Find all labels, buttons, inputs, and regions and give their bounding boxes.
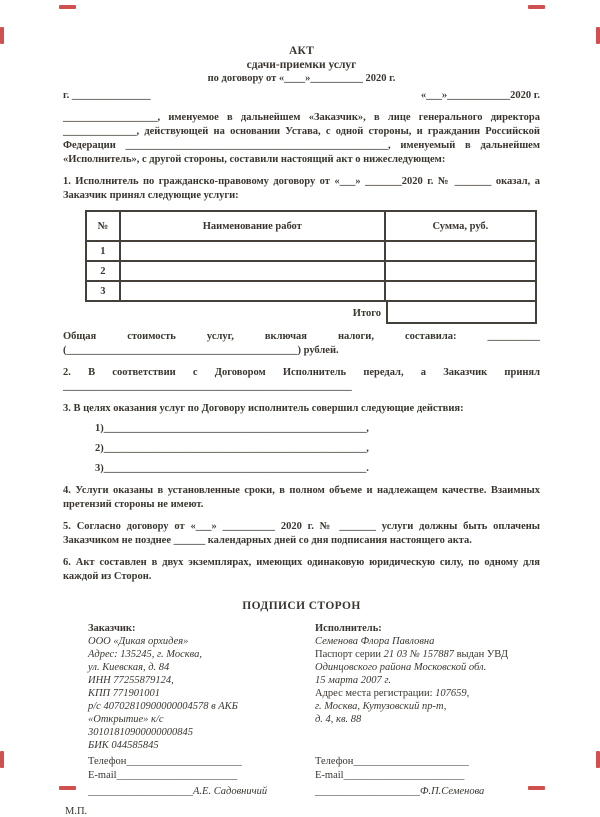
doc-title: АКТ (289, 45, 314, 57)
passport-label: Паспорт серии (315, 649, 384, 660)
services-table (85, 210, 537, 302)
customer-kpp: КПП 771901001 (88, 688, 161, 699)
customer-bank: «Открытие» к/с (88, 714, 164, 725)
customer-bik: БИК 044585845 (88, 740, 159, 751)
signatures-heading: ПОДПИСИ СТОРОН (242, 600, 361, 612)
registration-zip: 107659, (435, 688, 470, 699)
action-item: 3)__________________________________________________. (95, 463, 369, 474)
customer-address: Адрес: 135245, г. Москва, (88, 649, 203, 660)
city-field: г. _______________ (63, 90, 151, 101)
clause-6 (63, 556, 540, 584)
total-cost-line: (____________________________________________) рублей. (63, 345, 339, 356)
document-content (63, 44, 540, 817)
crop-mark-right-top (596, 27, 600, 44)
date-field: «___»____________2020 г. (420, 90, 540, 101)
crop-mark-top-left (59, 5, 76, 9)
customer-label: Заказчик: (88, 623, 136, 634)
intro-line: Федерации __________________________________________________, именуемый в дальнейшем (63, 140, 540, 151)
row-number: 3 (86, 281, 120, 301)
work-name-cell (120, 241, 385, 261)
clause-2 (63, 366, 540, 394)
contractor-passport-issuer: Одинцовского района Московской обл. (315, 662, 487, 673)
sum-cell (385, 261, 536, 281)
contractor-details (315, 635, 540, 754)
clause-5-line: 5. Согласно договору от «___» __________ 2020 г. № _______ услуги должны быть оплачены (63, 521, 540, 532)
customer-phone-field: Телефон______________________ (88, 756, 242, 767)
customer-corr-account: 30101810900000000845 (88, 727, 193, 738)
stamp-place-label: М.П. (65, 806, 88, 817)
total-amount-box (386, 300, 537, 324)
crop-mark-top-right (528, 5, 545, 9)
contractor-signature-line (315, 785, 540, 798)
total-cost-line: Общая стоимость услуг, включая налоги, составила: __________ (63, 331, 540, 342)
signatures-block (63, 622, 540, 798)
contractor-passport-date: 15 марта 2007 г. (315, 675, 391, 686)
customer-details (88, 635, 315, 754)
clause-2-line: 2. В соответствии с Договором Исполнитель передал, а Заказчик принял (63, 367, 540, 378)
crop-mark-right-bottom (596, 751, 600, 768)
contractor-passport (315, 648, 540, 661)
work-name-cell (120, 261, 385, 281)
clause-5-line: Заказчиком не позднее ______ календарных дней со дня подписания настоящего акта. (63, 535, 472, 546)
contractor-address: г. Москва, Кутузовский пр-т, (315, 701, 447, 712)
action-item: 1)__________________________________________________, (95, 423, 369, 434)
customer-signature-line (88, 785, 315, 798)
clause-3 (63, 402, 540, 476)
contractor-registration (315, 687, 540, 700)
clause-1-line: Заказчик принял следующие услуги: (63, 190, 239, 201)
customer-signature-blank: ____________________ (88, 786, 193, 797)
row-number: 1 (86, 241, 120, 261)
intro-line: __________________, именуемое в дальнейшем «Заказчик», в лице генерального директора (63, 112, 540, 123)
clause-5 (63, 520, 540, 548)
clause-6-line: 6. Акт составлен в двух экземплярах, имеющих одинаковую юридическую силу, по одному для (63, 557, 540, 568)
crop-mark-left-top (0, 27, 4, 44)
customer-address-2: ул. Киевская, д. 84 (88, 662, 170, 673)
contractor-column (315, 622, 540, 798)
sum-cell (385, 281, 536, 301)
clause-4 (63, 484, 540, 512)
contractor-signatory-name: Ф.П.Семенова (420, 786, 485, 797)
customer-account: р/с 40702810900000004578 в АКБ (88, 701, 238, 712)
clause-4-line: претензий стороны не имеют. (63, 499, 204, 510)
intro-line: «Исполнитель», с другой стороны, составили настоящий акт о нижеследующем: (63, 154, 446, 165)
table-total-row (85, 302, 537, 324)
column-header-sum: Сумма, руб. (385, 211, 536, 241)
contractor-phone-field: Телефон______________________ (315, 756, 469, 767)
table-row (86, 281, 536, 301)
total-label: Итого (352, 307, 381, 319)
intro-paragraph (63, 111, 540, 167)
customer-company: ООО «Дикая орхидея» (88, 636, 189, 647)
work-name-cell (120, 281, 385, 301)
total-cost-paragraph (63, 330, 540, 358)
clause-3-heading: 3. В целях оказания услуг по Договору исполнитель совершил следующие действия: (63, 403, 464, 414)
contractor-signature-blank: ____________________ (315, 786, 420, 797)
doc-contract-line: по договору от «____»__________ 2020 г. (207, 73, 396, 84)
customer-column (63, 622, 315, 798)
clause-6-line: каждой из Сторон. (63, 571, 152, 582)
customer-email-field: E-mail_______________________ (88, 770, 238, 781)
clause-1 (63, 175, 540, 203)
contractor-email-field: E-mail_______________________ (315, 770, 465, 781)
passport-number: 21 03 № 157887 (383, 649, 454, 660)
crop-mark-left-bottom (0, 751, 4, 768)
contractor-label: Исполнитель: (315, 623, 382, 634)
clause-3-items (63, 421, 540, 476)
table-header-row (86, 211, 536, 241)
doc-subtitle: сдачи-приемки услуг (246, 59, 357, 71)
contractor-name: Семенова Флора Павловна (315, 636, 435, 647)
action-item: 2)__________________________________________________, (95, 443, 369, 454)
intro-line: ______________, действующей на основании Устава, с одной стороны, и гражданин Российской (63, 126, 540, 137)
column-header-name: Наименование работ (120, 211, 385, 241)
column-header-number: № (86, 211, 120, 241)
clause-1-line: 1. Исполнитель по гражданско-правовому договору от «___» _______2020 г. № _______ оказал, а (63, 176, 540, 187)
sum-cell (385, 241, 536, 261)
registration-label: Адрес места регистрации: (315, 688, 436, 699)
table-row (86, 261, 536, 281)
customer-signatory-name: А.Е. Садовничий (193, 786, 268, 797)
table-row (86, 241, 536, 261)
passport-issuer-label: выдан УВД (453, 649, 509, 660)
customer-inn: ИНН 77255879124, (88, 675, 174, 686)
dateline (63, 89, 540, 103)
row-number: 2 (86, 261, 120, 281)
contractor-address-2: д. 4, кв. 88 (315, 714, 362, 725)
clause-2-blank-line: _______________________________________________________ (63, 381, 352, 392)
clause-4-line: 4. Услуги оказаны в установленные сроки, в полном объеме и надлежащем качестве. Взаимных (63, 485, 540, 496)
